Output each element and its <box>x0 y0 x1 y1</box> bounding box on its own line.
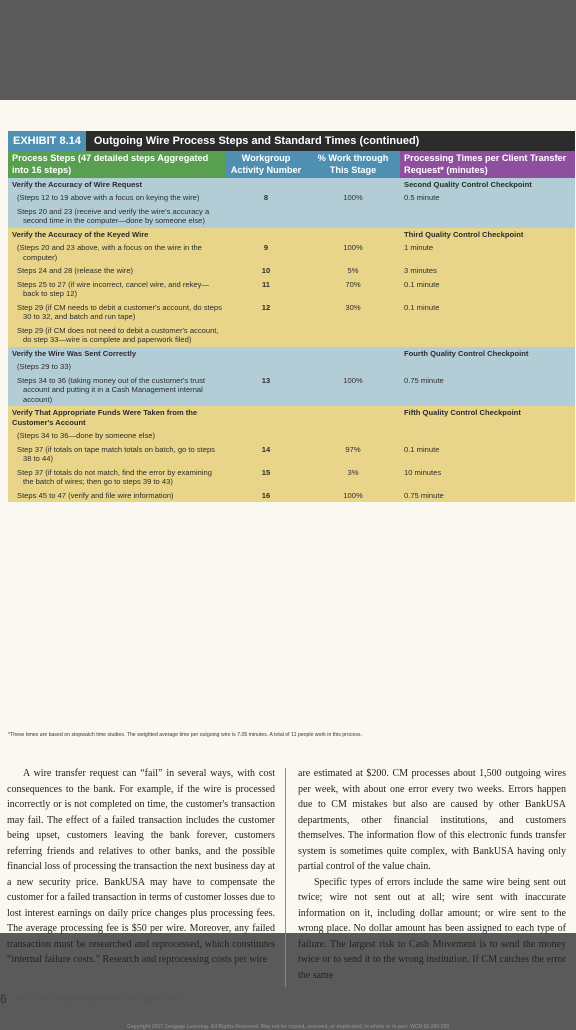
process-step-cell <box>8 301 226 324</box>
processing-time-cell <box>400 205 575 228</box>
process-step-cell-text: Verify the Accuracy of Wire Request <box>12 180 143 189</box>
percent-work-cell <box>306 466 400 489</box>
workgroup-number-cell-text: 8 <box>263 193 269 203</box>
processing-time-cell-text: 0.1 minute <box>404 302 440 312</box>
percent-work-cell <box>306 178 400 191</box>
exhibit-title: Outgoing Wire Process Steps and Standard Times (continued) <box>93 135 420 147</box>
percent-work-cell <box>306 228 400 241</box>
process-step-cell <box>8 178 226 191</box>
process-step-cell <box>8 205 226 228</box>
processing-time-cell-text: 3 minutes <box>404 266 437 276</box>
workgroup-number-cell <box>226 324 306 347</box>
process-step-cell <box>8 324 226 347</box>
workgroup-number-cell <box>226 374 306 406</box>
workgroup-number-cell-text: 13 <box>261 375 271 385</box>
percent-work-cell <box>306 443 400 466</box>
processing-time-cell <box>400 241 575 264</box>
body-paragraph: are estimated at $200. CM processes about 1,500 outgoing wires per week, with about one error every two weeks. Errors happen due to CM mistakes but also are caused by other BankUSA departments, other financial institutions, and customers themselves. The information flow of this electronic funds transfer system is sometimes quite complex, with BankUSA having only partial control of the value chain. <box>298 768 566 872</box>
table-row <box>8 228 575 241</box>
process-step-cell <box>8 406 226 429</box>
process-step-cell-text: (Steps 29 to 33) <box>17 362 72 372</box>
process-step-cell-text: Steps 45 to 47 (verify and file wire information) <box>17 490 174 500</box>
workgroup-number-cell <box>226 301 306 324</box>
process-step-cell <box>8 443 226 466</box>
processing-time-cell-text: 10 minutes <box>404 467 442 477</box>
processing-time-cell-text: 1 minute <box>404 243 434 253</box>
process-step-cell-text: Step 37 (if totals do not match, find the error by examining the batch of wires; then go to steps 39 to 43) <box>17 467 213 487</box>
workgroup-number-cell-text: 14 <box>261 444 271 454</box>
workgroup-number-cell <box>226 347 306 360</box>
process-step-cell-text: Verify That Appropriate Funds Were Taken from the Customer's Account <box>12 408 198 427</box>
processing-time-cell-text: 0.75 minute <box>404 490 444 500</box>
workgroup-number-cell <box>226 241 306 264</box>
book-page <box>0 100 576 1030</box>
percent-work-cell <box>306 429 400 442</box>
processing-time-cell <box>400 443 575 466</box>
percent-work-cell <box>306 241 400 264</box>
processing-time-cell <box>400 264 575 277</box>
body-paragraph: A wire transfer request can “fail” in several ways, with cost consequences to the bank. For example, if the wire is processed incorrectly or is not completed on time, the customer's transaction may fail. The effect of a failed transaction includes the customer being upset, customers leaving the bank forever, customers referring friends and relatives to other banks, and the possible financial loss of processing the transaction the next business day at a new security price. BankUSA may have to compensate the customer for a failed transaction in terms of customer losses due to lost interest earnings on daily price changes plus processing fees. The average processing fee is $50 per wire. Moreover, any failed transaction must be researched and reprocessed, which constitutes “internal failure costs.” Research and reprocessing costs per wire <box>7 768 275 965</box>
percent-work-cell <box>306 324 400 347</box>
table-row <box>8 443 575 466</box>
percent-work-cell <box>306 374 400 406</box>
table-footnote: *These times are based on stopwatch time studies. The weighted average time per outgoing wire is 7.05 minutes. A total of 11 people work in this process. <box>8 732 362 738</box>
table-row <box>8 191 575 204</box>
workgroup-number-cell-text: 11 <box>261 279 271 289</box>
workgroup-number-cell <box>226 429 306 442</box>
processing-time-cell <box>400 324 575 347</box>
workgroup-number-cell <box>226 178 306 191</box>
table-row <box>8 264 575 277</box>
workgroup-number-cell-text: 10 <box>261 266 271 276</box>
processing-time-cell-text: 0.75 minute <box>404 375 444 385</box>
process-step-cell-text: (Steps 34 to 36—done by someone else) <box>17 431 156 441</box>
process-step-cell-text: Steps 20 and 23 (receive and verify the wire's accuracy a second time in the computer—done by someone else) <box>17 206 210 226</box>
percent-work-cell <box>306 406 400 429</box>
table-row <box>8 178 575 191</box>
processing-time-cell <box>400 374 575 406</box>
process-step-cell-text: Steps 25 to 27 (if wire incorrect, cancel wire, and rekey—back to step 12) <box>17 279 210 299</box>
process-step-cell-text: Steps 24 and 28 (release the wire) <box>17 266 134 276</box>
header-percent-work: % Work through This Stage <box>306 151 400 178</box>
processing-time-cell-text: Fourth Quality Control Checkpoint <box>404 348 529 358</box>
table-body <box>8 178 575 502</box>
workgroup-number-cell <box>226 264 306 277</box>
column-divider <box>285 768 286 987</box>
page-number: 6 <box>0 992 7 1006</box>
workgroup-number-cell <box>226 406 306 429</box>
percent-work-cell-text: 30% <box>345 302 361 312</box>
percent-work-cell-text: 100% <box>343 193 363 203</box>
table-row <box>8 374 575 406</box>
workgroup-number-cell <box>226 278 306 301</box>
process-step-cell <box>8 228 226 241</box>
table-row <box>8 347 575 360</box>
process-step-cell <box>8 374 226 406</box>
workgroup-number-cell-text: 15 <box>261 467 271 477</box>
header-processing-times: Processing Times per Client Transfer Request* (minutes) <box>400 151 575 178</box>
table-row <box>8 301 575 324</box>
table-row <box>8 205 575 228</box>
process-step-cell-text: Steps 34 to 36 (taking money out of the customer's trust account and putting it in a Cash Management internal account) <box>17 375 206 404</box>
process-step-cell <box>8 360 226 373</box>
table-row <box>8 489 575 502</box>
processing-time-cell <box>400 301 575 324</box>
header-process-steps: Process Steps (47 detailed steps Aggregated into 16 steps) <box>8 151 226 178</box>
processing-time-cell <box>400 489 575 502</box>
body-column-right <box>298 766 566 983</box>
process-step-cell <box>8 347 226 360</box>
percent-work-cell <box>306 264 400 277</box>
process-step-cell-text: Step 37 (if totals on tape match totals on batch, go to steps 38 to 44) <box>17 444 215 464</box>
process-step-cell-text: Verify the Wire Was Sent Correctly <box>12 348 137 358</box>
processing-time-cell-text: 0.5 minute <box>404 193 440 203</box>
process-step-cell <box>8 429 226 442</box>
processing-time-cell <box>400 178 575 191</box>
processing-time-cell-text: 0.1 minute <box>404 279 440 289</box>
workgroup-number-cell-text: 16 <box>261 490 271 500</box>
workgroup-number-cell <box>226 228 306 241</box>
percent-work-cell-text: 100% <box>343 375 363 385</box>
workgroup-number-cell <box>226 466 306 489</box>
process-step-cell <box>8 264 226 277</box>
process-step-cell <box>8 466 226 489</box>
processing-time-cell-text: Second Quality Control Checkpoint <box>404 180 532 189</box>
process-step-cell-text: Verify the Accuracy of the Keyed Wire <box>12 229 149 239</box>
process-steps-table <box>8 151 575 502</box>
workgroup-number-cell <box>226 443 306 466</box>
process-step-cell-text: Step 29 (if CM needs to debit a customer's account, do steps 30 to 32, and batch and run tape) <box>17 302 222 322</box>
part-title: PART TWO: Designing Operations and Supply Chains <box>14 996 182 1003</box>
workgroup-number-cell-text: 12 <box>261 302 271 312</box>
percent-work-cell <box>306 360 400 373</box>
table-row <box>8 429 575 442</box>
exhibit-label: EXHIBIT 8.14 <box>8 131 86 151</box>
percent-work-cell-text: 5% <box>347 266 359 276</box>
processing-time-cell <box>400 278 575 301</box>
table-row <box>8 406 575 429</box>
percent-work-cell <box>306 347 400 360</box>
percent-work-cell-text: 97% <box>345 444 361 454</box>
percent-work-cell <box>306 278 400 301</box>
percent-work-cell-text: 3% <box>347 467 359 477</box>
percent-work-cell <box>306 205 400 228</box>
percent-work-cell-text: 70% <box>345 279 361 289</box>
table-row <box>8 241 575 264</box>
processing-time-cell <box>400 360 575 373</box>
process-step-cell <box>8 241 226 264</box>
table-row <box>8 278 575 301</box>
process-step-cell-text: (Steps 12 to 19 above with a focus on keying the wire) <box>17 193 200 203</box>
table-row <box>8 360 575 373</box>
processing-time-cell <box>400 228 575 241</box>
table-header-row <box>8 151 575 178</box>
workgroup-number-cell <box>226 489 306 502</box>
processing-time-cell <box>400 406 575 429</box>
table-row <box>8 466 575 489</box>
table-row <box>8 324 575 347</box>
workgroup-number-cell-text: 9 <box>263 243 269 253</box>
body-column-left <box>7 766 275 968</box>
processing-time-cell-text: 0.1 minute <box>404 444 440 454</box>
processing-time-cell <box>400 191 575 204</box>
process-step-cell <box>8 278 226 301</box>
exhibit-title-bar <box>8 131 575 151</box>
process-step-cell <box>8 489 226 502</box>
header-workgroup-number: Workgroup Activity Number <box>226 151 306 178</box>
process-step-cell-text: Step 29 (if CM does not need to debit a customer's account, do step 33—wire is complete and paperwork filed) <box>17 325 219 345</box>
workgroup-number-cell <box>226 360 306 373</box>
percent-work-cell <box>306 191 400 204</box>
process-step-cell-text: (Steps 20 and 23 above, with a focus on the wire in the computer) <box>17 243 202 262</box>
copyright-notice: Copyright 2017 Cengage Learning. All Rights Reserved. May not be copied, scanned, or duplicated, in whole or in part. WCN 02-200-203 <box>126 1024 450 1030</box>
processing-time-cell <box>400 347 575 360</box>
percent-work-cell-text: 100% <box>343 490 363 500</box>
workgroup-number-cell <box>226 205 306 228</box>
percent-work-cell-text: 100% <box>343 243 363 253</box>
processing-time-cell-text: Third Quality Control Checkpoint <box>404 229 524 239</box>
percent-work-cell <box>306 301 400 324</box>
processing-time-cell <box>400 429 575 442</box>
workgroup-number-cell <box>226 191 306 204</box>
processing-time-cell <box>400 466 575 489</box>
process-step-cell <box>8 191 226 204</box>
processing-time-cell-text: Fifth Quality Control Checkpoint <box>404 408 521 418</box>
body-paragraph: Specific types of errors include the same wire being sent out twice; wire not sent out at all; wire sent with inaccurate information on it, including dollar amount; or wire sent to the wrong place. No dollar amount has been assigned to each type of failure. The largest risk to Cash Movement is to send the money twice or to send it to the wrong institution. If CM catches the error the same <box>298 876 566 981</box>
percent-work-cell <box>306 489 400 502</box>
